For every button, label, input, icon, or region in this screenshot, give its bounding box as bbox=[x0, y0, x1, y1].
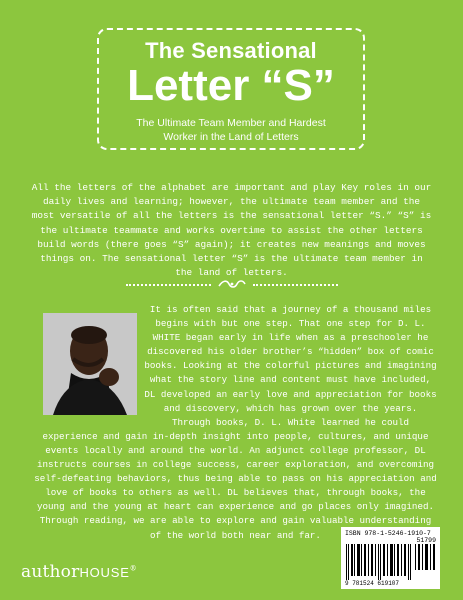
divider-dots-left bbox=[126, 284, 211, 286]
logo-mark: ® bbox=[129, 564, 137, 573]
ornamental-divider bbox=[120, 278, 344, 292]
divider-dots-right bbox=[253, 284, 338, 286]
book-blurb: All the letters of the alphabet are important and play Key roles in our daily lives and learning; however, the ultimate team member and the most versatile of all the letters is the sensational letter “S.” “S” is the ultimate teammate and works overtime to assist the other letters build words (there goes “S” again); it creates new meanings and moves things on. The sensational letter “S” is the ultimate team member in the land of letters. bbox=[31, 182, 432, 279]
subtitle bbox=[99, 116, 363, 144]
author-bio-text: It is often said that a journey of a thousand miles begins with but one step. That one step for D. L. WHITE began early in life when as a preschooler he discovered his older brother’s “hidden” box of comic books. Looking at the colorful pictures and imagining what the story line and content must have included, DL developed an early love and appreciation for books and discovery, which has grown over the years. Through books, D. L. White learned he could experience and gain in-depth insight into people, cultures, and unique events locally and around the world. An adjunct college professor, DL instructs courses in college success, career exploration, and overcoming self-defeating behaviors, thus being able to pass on his appreciation and love of books to others as well. DL believes that, through books, the young and the young at heart can experience and go places only imagined. Through reading, we are able to explore and gain valuable understanding of the world both near and far. bbox=[34, 304, 437, 541]
title-line-2: Letter “S” bbox=[127, 61, 335, 110]
logo-house: HOUSE bbox=[79, 565, 130, 580]
subtitle-line-2: Worker in the Land of Letters bbox=[163, 131, 299, 143]
subtitle-line-1: The Ultimate Team Member and Hardest bbox=[136, 117, 326, 129]
isbn-barcode bbox=[341, 527, 440, 589]
title-box bbox=[97, 28, 365, 150]
publisher-logo bbox=[21, 562, 137, 582]
title-line-1: The Sensational bbox=[145, 38, 317, 63]
price-barcode-icon bbox=[415, 544, 435, 570]
barcode-bars-icon bbox=[346, 544, 412, 580]
author-bio bbox=[33, 303, 438, 543]
logo-author: author bbox=[21, 562, 80, 582]
swirl-ornament-icon bbox=[217, 278, 247, 293]
isbn-text: ISBN 978-1-5246-1910-7 bbox=[345, 530, 431, 537]
price-code: 51799 bbox=[416, 537, 436, 544]
ean-number: 9 781524 619107 bbox=[345, 580, 400, 587]
photo-spacer bbox=[33, 303, 143, 423]
